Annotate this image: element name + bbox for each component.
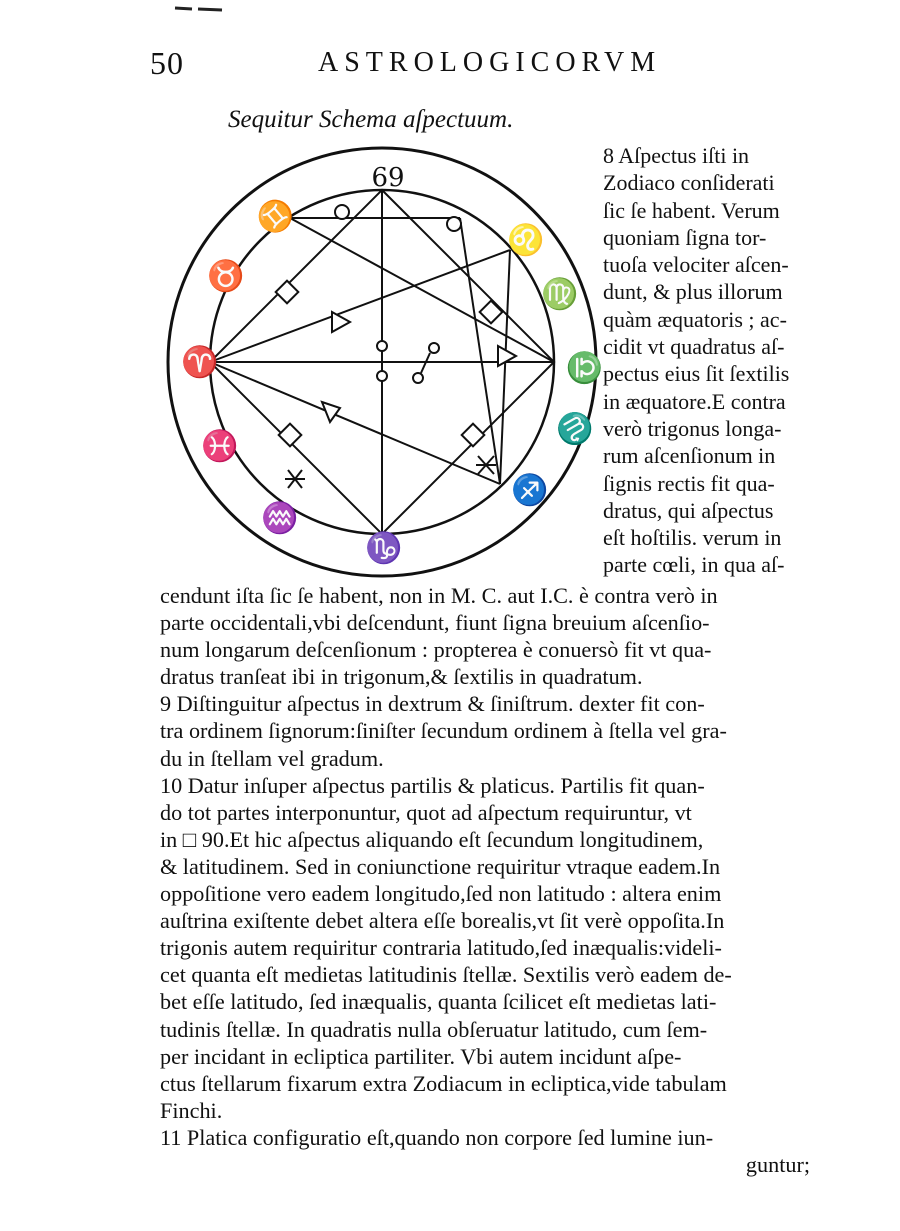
- side-line: verò trigonus longa-: [603, 415, 782, 441]
- side-line: dunt, & plus illorum: [603, 279, 783, 305]
- side-line: rum aſcenſionum in: [603, 443, 776, 469]
- side-line: parte cœli, in qua aſ-: [603, 552, 785, 578]
- body-line: in □ 90.Et hic aſpectus aliquando eſt ſecundum longitudinem,: [160, 826, 704, 852]
- running-head: ASTROLOGICORVM: [318, 47, 662, 78]
- body-line: Finchi.: [160, 1097, 223, 1123]
- body-line: bet eſſe latitudo, ſed inæqualis, quanta ſcilicet eſt medietas lati-: [160, 989, 717, 1015]
- body-line: oppoſitione vero eadem longitudo,ſed non latitudo : altera enim: [160, 881, 722, 907]
- body-line: ctus ſtellarum fixarum extra Zodiacum in ecliptica,vide tabulam: [160, 1070, 727, 1096]
- side-line: ſic ſe habent. Verum: [603, 197, 780, 223]
- taurus-sign: ♉: [207, 259, 245, 294]
- pisces-sign: ♓: [201, 429, 239, 464]
- body-line: & latitudinem. Sed in coniunctione requiritur vtraque eadem.In: [160, 853, 721, 879]
- zodiac-labels: [181, 163, 602, 566]
- libra-sign: ♎: [566, 349, 601, 387]
- side-line: pectus eius ſit ſextilis: [603, 361, 790, 387]
- capricorn-sign: ♑: [365, 531, 403, 566]
- body-line: cendunt iſta ſic ſe habent, non in M. C. aut I.C. è contra verò in: [160, 583, 718, 608]
- body-line: per incidant in ecliptica partiliter. Vbi autem incidunt aſpe-: [160, 1043, 682, 1069]
- body-line: tra ordinem ſignorum:ſiniſter ſecundum ordinem à ſtella vel gra-: [160, 718, 727, 744]
- side-line: 8 Aſpectus iſti in: [603, 143, 750, 168]
- gemini-sign: ♊: [250, 191, 302, 243]
- aspect-mark-glyphs: [276, 205, 516, 446]
- body-text: [160, 582, 810, 1178]
- body-line: auſtrina exiſtente debet altera eſſe borealis,vt ſit verè oppoſita.In: [160, 908, 725, 934]
- page-header: [150, 45, 680, 85]
- catchword: guntur;: [745, 1151, 810, 1177]
- side-paragraph: [603, 142, 815, 579]
- body-line: 11 Platica configuratio eſt,quando non corpore ſed lumine iun-: [160, 1124, 714, 1150]
- aquarius-sign: ♒: [261, 501, 299, 536]
- side-line: eſt hoſtilis. verum in: [603, 525, 782, 551]
- body-line: 9 Diſtinguitur aſpectus in dextrum & ſiniſtrum. dexter fit con-: [160, 691, 705, 717]
- side-line: cidit vt quadratus aſ-: [603, 334, 785, 360]
- figure-caption: Sequitur Schema aſpectuum.: [228, 106, 514, 133]
- aries-sign: ♈: [181, 345, 219, 380]
- body-line: 10 Datur inſuper aſpectus partilis & platicus. Partilis fit quan-: [160, 772, 705, 798]
- side-line: ſignis rectis fit qua-: [603, 470, 775, 496]
- body-line: dratus tranſeat ibi in trigonum,& ſextilis in quadratum.: [160, 664, 643, 690]
- body-line: cet quanta eſt medietas latitudinis ſtellæ. Sextilis verò eadem de-: [160, 962, 732, 988]
- body-line: num longarum deſcenſionum : propterea è conuersò fit vt qua-: [160, 637, 712, 663]
- side-line: quoniam ſigna tor-: [603, 224, 767, 250]
- sextile-marks: [285, 456, 496, 488]
- aspect-diagram: [160, 140, 604, 584]
- body-line: du in ſtellam vel gradum.: [160, 745, 384, 771]
- body-line: do tot partes interponuntur, quot ad aſpectum requiruntur, vt: [160, 799, 692, 825]
- side-line: tuoſa velociter aſcen-: [603, 252, 789, 278]
- leo-sign: ♌: [507, 223, 545, 258]
- body-line: trigonis autem requiritur contraria latitudo,ſed inæqualis:videli-: [160, 935, 722, 961]
- side-line: dratus, qui aſpectus: [603, 497, 774, 523]
- scorpio-sign: ♏: [549, 404, 599, 455]
- sign-label-top: 69: [371, 163, 405, 193]
- body-line: parte occidentali,vbi deſcendunt, fiunt ſigna breuium aſcenſio-: [160, 610, 710, 636]
- side-line: quàm æquatoris ; ac-: [603, 306, 787, 332]
- sagittarius-sign: ♐: [511, 473, 549, 508]
- side-line: in æquatore.E contra: [603, 388, 786, 414]
- page-number: 50: [150, 45, 184, 81]
- side-line: Zodiaco conſiderati: [603, 170, 775, 196]
- body-line: tudinis ſtellæ. In quadratis nulla obſeruatur latitudo, cum ſem-: [160, 1016, 708, 1042]
- virgo-sign: ♍: [541, 277, 579, 312]
